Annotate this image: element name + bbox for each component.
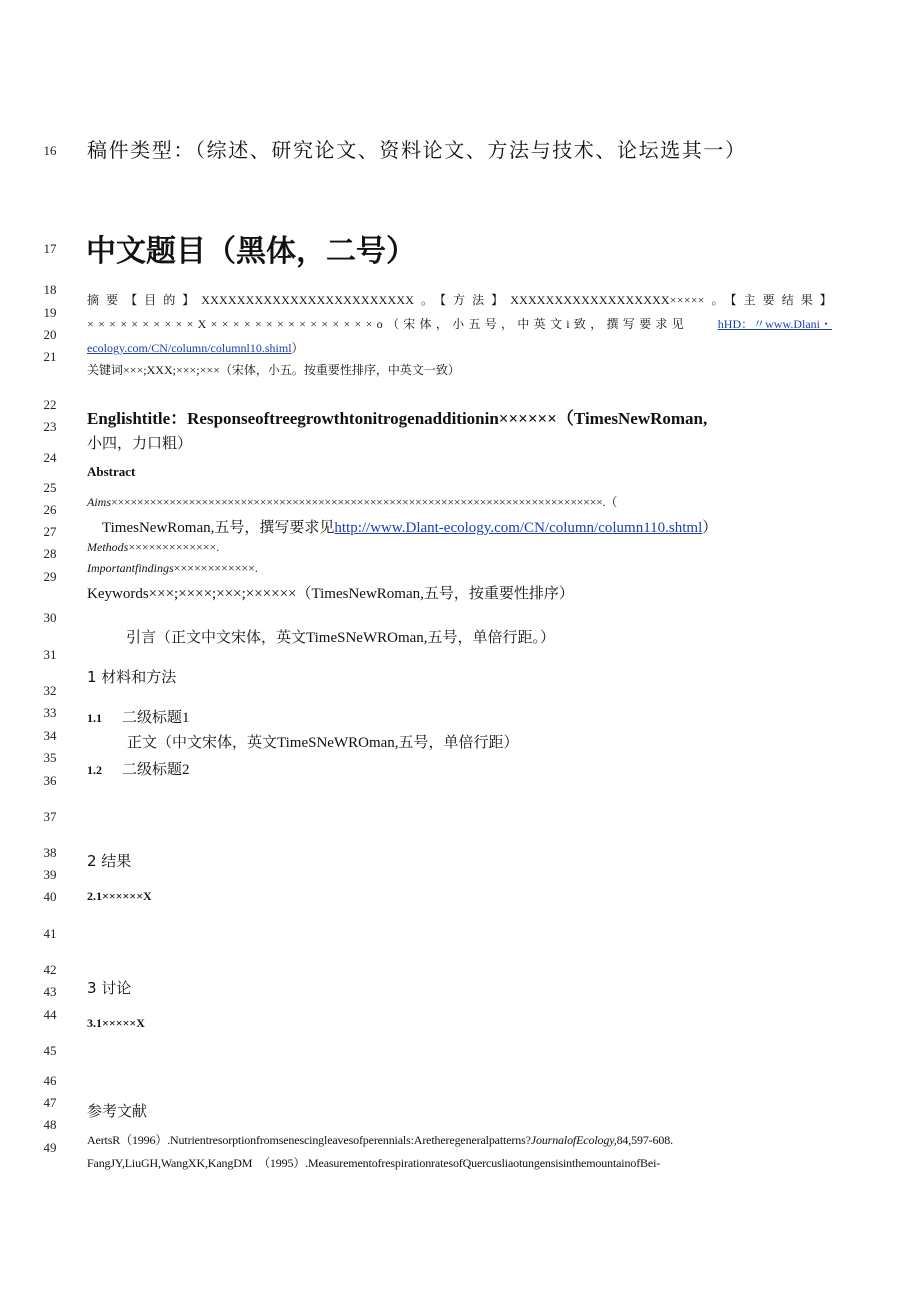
subsection-2-1: 2.1××××××X — [87, 889, 152, 903]
english-title-label: Englishtitle： — [87, 409, 188, 428]
aims-line2-tail: ） — [702, 520, 718, 536]
methods-text: ×××××××××××××. — [128, 540, 220, 554]
line-number: 42 — [43, 962, 57, 977]
keywords-en: Keywords×××;××××;×××;××××××（TimesNewRoman,五号，按重要性排序） — [87, 586, 574, 602]
line-number: 28 — [43, 546, 57, 561]
reference-1-tail: 84,597-608. — [616, 1133, 673, 1147]
line-number: 32 — [43, 683, 57, 698]
line-number: 41 — [43, 926, 57, 941]
line-number: 21 — [43, 349, 57, 364]
subsection-1-1 — [87, 706, 190, 727]
subsection-1-1-title: 二级标题1 — [122, 710, 190, 726]
abstract-cn-line3 — [87, 339, 304, 356]
line-number: 26 — [43, 502, 57, 517]
requirements-link[interactable]: hHD：〃www.Dlani・ — [717, 317, 832, 331]
line-number: 22 — [43, 397, 57, 412]
line-number: 36 — [43, 773, 57, 788]
line-number: 47 — [43, 1095, 57, 1110]
line-number: 49 — [43, 1140, 57, 1155]
abstract-cn-line3-tail: ） — [291, 341, 304, 355]
aims-text: ××××××××××××××××××××××××××××××××××××××××××××××××××××××××××××××××××××××××××××.（ — [111, 495, 617, 509]
body-text: 正文（中文宋体，英文TimeSNeWROman,五号，单倍行距） — [127, 735, 519, 751]
findings-line — [87, 561, 258, 576]
line-number: 35 — [43, 750, 57, 765]
aims-line — [87, 493, 832, 510]
line-number: 25 — [43, 480, 57, 495]
aims-line2-text: TimesNewRoman,五号，撰写要求见 — [102, 520, 335, 536]
subsection-1-1-number: 1.1 — [87, 711, 102, 725]
line-number: 16 — [43, 143, 57, 158]
abstract-en-heading: Abstract — [87, 464, 136, 479]
line-number: 38 — [43, 845, 57, 860]
abstract-cn-line1: 摘要【目的】XXXXXXXXXXXXXXXXXXXXXXXX。【方法】XXXXXXXXXXXXXXXXXX×××××。【主要结果】 — [87, 293, 832, 307]
keywords-cn: 关键词×××;XXX;×××;×××（宋体，小五。按重要性排序，中英文一致） — [87, 363, 460, 377]
plant-ecology-link[interactable]: http://www.Dlant-ecology.com/CN/column/column110.shtml — [334, 520, 703, 536]
line-number: 45 — [43, 1043, 57, 1058]
section-2-heading: 2 结果 — [87, 852, 132, 870]
line-number: 39 — [43, 867, 57, 882]
english-title-line1 — [87, 404, 707, 429]
line-number: 23 — [43, 419, 57, 434]
abstract-cn-line2-text: ××××××××××X×××××××××××××××o（宋体，小五号，中英文i致，撰写要求见 — [87, 317, 688, 331]
section-3-heading: 3 讨论 — [87, 979, 132, 997]
line-number: 19 — [43, 305, 57, 320]
line-number: 48 — [43, 1117, 57, 1132]
manuscript-type: 稿件类型：（综述、研究论文、资料论文、方法与技术、论坛选其一） — [87, 140, 747, 162]
reference-1-text: AertsR（1996）.Nutrientresorptionfromsenescingleavesofperennials:Aretheregeneralpatterns? — [87, 1133, 531, 1147]
references-heading: 参考文献 — [87, 1104, 148, 1120]
aims-line2 — [102, 516, 717, 537]
reference-1 — [87, 1131, 673, 1148]
line-number: 44 — [43, 1007, 57, 1022]
subsection-1-2 — [87, 758, 190, 779]
aims-label: Aims — [87, 495, 111, 509]
line-number: 31 — [43, 647, 57, 662]
line-number: 46 — [43, 1073, 57, 1088]
findings-label: Importantfindings — [87, 561, 174, 575]
subsection-1-2-number: 1.2 — [87, 763, 102, 777]
chinese-title: 中文题目（黑体，二号） — [86, 234, 416, 269]
line-number: 18 — [43, 282, 57, 297]
line-number: 27 — [43, 524, 57, 539]
english-title-text: Responseoftreegrowthtonitrogenadditionin××××××（TimesNewRoman, — [187, 409, 708, 428]
abstract-cn-line2 — [87, 315, 832, 332]
line-number: 20 — [43, 327, 57, 342]
methods-line — [87, 540, 219, 555]
line-number: 43 — [43, 984, 57, 999]
line-number: 24 — [43, 450, 57, 465]
line-number: 40 — [43, 889, 57, 904]
subsection-1-2-title: 二级标题2 — [122, 762, 190, 778]
section-1-heading: 1 材料和方法 — [87, 668, 177, 686]
line-number: 33 — [43, 705, 57, 720]
subsection-3-1: 3.1×××××X — [87, 1016, 145, 1030]
reference-1-journal: JournalofEcology, — [530, 1133, 617, 1147]
line-number: 34 — [43, 728, 57, 743]
line-number: 30 — [43, 610, 57, 625]
line-number: 37 — [43, 809, 57, 824]
line-number: 17 — [43, 241, 57, 256]
introduction: 引言（正文中文宋体，英文TimeSNeWROman,五号，单倍行距。） — [126, 630, 556, 646]
findings-text: ××××××××××××. — [173, 561, 258, 575]
methods-label: Methods — [87, 540, 129, 554]
requirements-link-cont[interactable]: ecology.com/CN/column/columnl10.shiml — [87, 341, 292, 355]
reference-2: FangJY,LiuGH,WangXK,KangDM （1995）.MeasurementofrespirationratesofQuercusliaotungensisinthemountainofBei- — [87, 1156, 661, 1170]
english-title-line2: 小四，力口粗） — [87, 434, 193, 452]
line-number: 29 — [43, 569, 57, 584]
